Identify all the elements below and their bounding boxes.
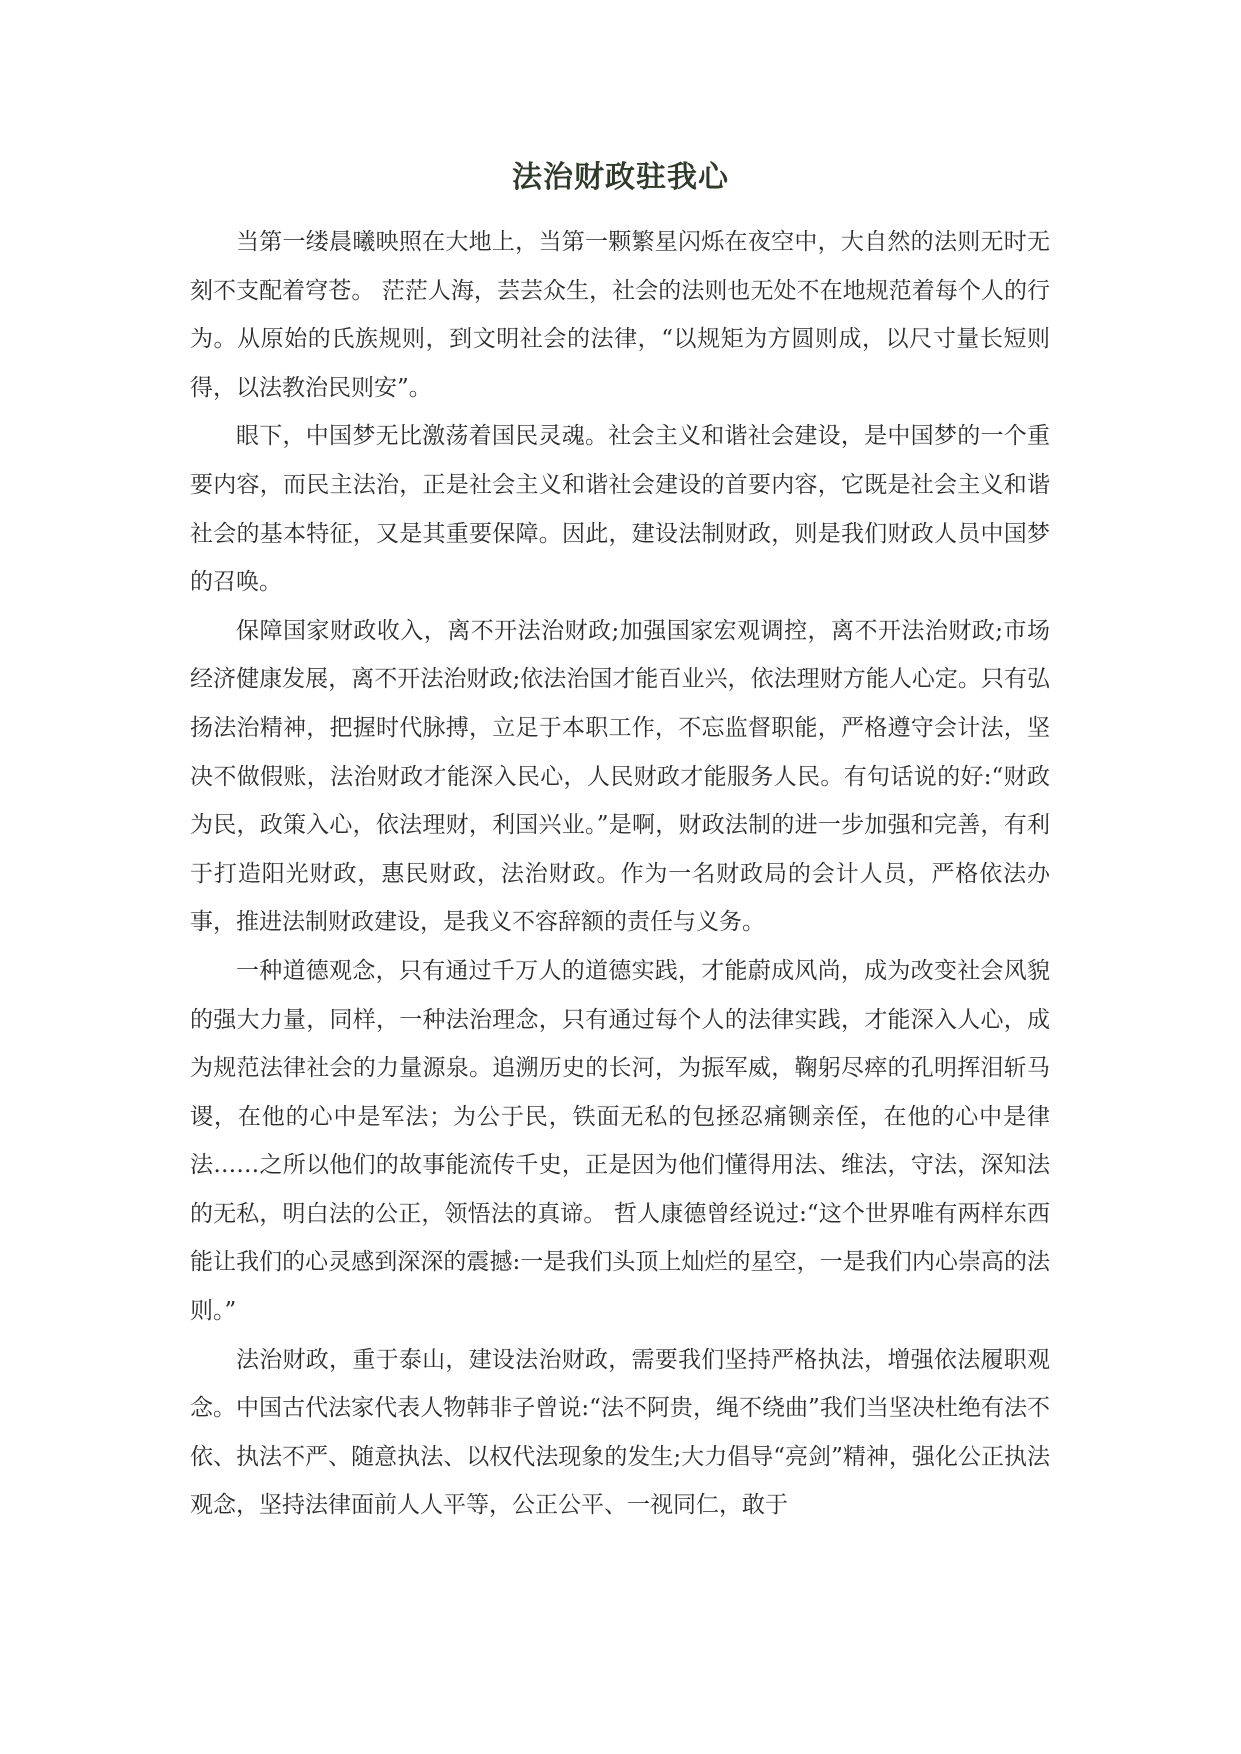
paragraph-3: 保障国家财政收入，离不开法治财政;加强国家宏观调控，离不开法治财政;市场经济健康发展，离不开法治财政;依法治国才能百业兴，依法理财方能人心定。只有弘扬法治精神，把握时代脉搏，立足于本职工作，不忘监督职能，严格遵守会计法，坚决不做假账，法治财政才能深入民心，人民财政才能服务人民。有句话说的好:“财政为民，政策入心，依法理财，利国兴业。”是啊，财政法制的进一步加强和完善，有利于打造阳光财政，惠民财政，法治财政。作为一名财政局的会计人员，严格依法办事，推进法制财政建设，是我义不容辞额的责任与义务。 <box>190 617 1050 936</box>
paragraph-4: 一种道德观念，只有通过千万人的道德实践，才能蔚成风尚，成为改变社会风貌的强大力量，同样，一种法治理念，只有通过每个人的法律实践，才能深入人心，成为规范法律社会的力量源泉。追溯历史的长河，为振军威，鞠躬尽瘁的孔明挥泪斩马谡，在他的心中是军法；为公于民，铁面无私的包拯忍痛铡亲侄，在他的心中是律法……之所以他们的故事能流传千史，正是因为他们懂得用法、维法，守法，深知法的无私，明白法的公正，领悟法的真谛。 哲人康德曾经说过:“这个世界唯有两样东西能让我们的心灵感到深深的震撼:一是我们头顶上灿烂的星空，一是我们内心崇高的法则。” <box>190 957 1050 1325</box>
paragraph-2: 眼下，中国梦无比激荡着国民灵魂。社会主义和谐社会建设，是中国梦的一个重要内容，而民主法治，正是社会主义和谐社会建设的首要内容，它既是社会主义和谐社会的基本特征，又是其重要保障。因此，建设法制财政，则是我们财政人员中国梦的召唤。 <box>190 423 1050 596</box>
document-title: 法治财政驻我心 <box>512 160 729 195</box>
paragraph-1: 当第一缕晨曦映照在大地上，当第一颗繁星闪烁在夜空中，大自然的法则无时无刻不支配着穹苍。 茫茫人海，芸芸众生，社会的法则也无处不在地规范着每个人的行为。从原始的氏族规则，到文明社会的法律，“以规矩为方圆则成，以尺寸量长短则得，以法教治民则安”。 <box>190 229 1050 401</box>
paragraph-5: 法治财政，重于泰山，建设法治财政，需要我们坚持严格执法，增强依法履职观念。中国古代法家代表人物韩非子曾说:“法不阿贵，绳不绕曲”我们当坚决杜绝有法不依、执法不严、随意执法、以权代法现象的发生;大力倡导“亮剑”精神，强化公正执法观念，坚持法律面前人人平等，公正公平、一视同仁，敢于 <box>190 1346 1050 1519</box>
document-body <box>190 218 1050 1530</box>
